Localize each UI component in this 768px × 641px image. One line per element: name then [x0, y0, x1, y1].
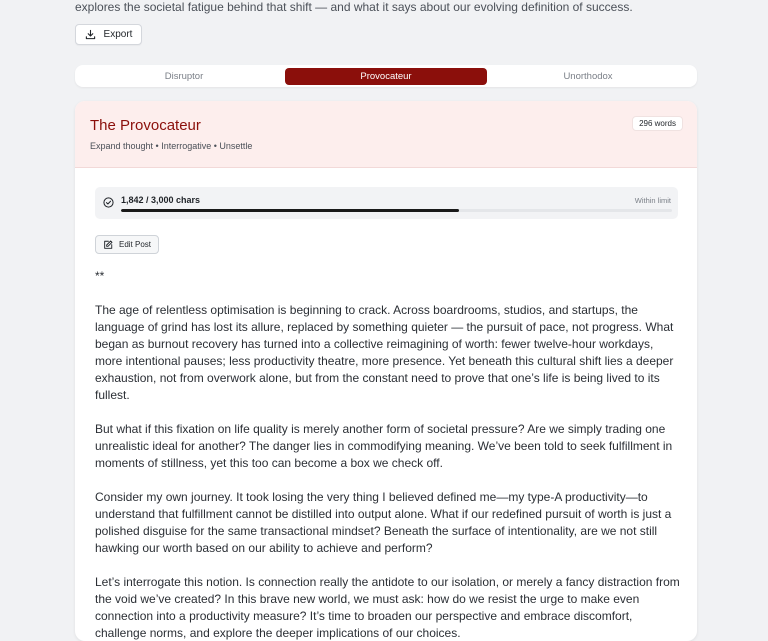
- tab-disruptor[interactable]: Disruptor: [164, 70, 204, 82]
- tab-unorthodox[interactable]: Unorthodox: [563, 70, 613, 82]
- word-count-badge: 296 words: [632, 116, 683, 131]
- tab-provocateur[interactable]: Provocateur: [285, 68, 487, 85]
- post-paragraph: Let’s interrogate this notion. Is connection really the antidote to our isolation, or merely a fancy distraction from the void we’ve created? In this brave new world, we must ask: how do we resist the urge to make even connection into a productivity measure? It’s time to broaden our perspective and embrace discomfort, challenge norms, and explore the deeper implications of our choices.: [95, 575, 680, 640]
- char-limit-meter: [95, 187, 678, 219]
- edit-post-label: Edit Post: [118, 240, 151, 249]
- check-circle-icon: [103, 197, 114, 208]
- export-button-label: Export: [103, 29, 133, 40]
- post-paragraph: But what if this fixation on life quality is merely another form of societal pressure? Are we simply trading one unrealistic ideal for another? The danger lies in commodifying meaning. We’ve been told to seek fulfillment in moments of stillness, yet this too can become a box we check off.: [95, 422, 673, 470]
- limit-status: Within limit: [634, 196, 671, 205]
- post-body: [95, 268, 680, 641]
- download-icon: [85, 29, 96, 40]
- char-count: 1,842 / 3,000 chars: [121, 195, 201, 205]
- markdown-marker: **: [95, 269, 105, 283]
- edit-post-button[interactable]: [95, 235, 159, 254]
- post-paragraph: Consider my own journey. It took losing the very thing I believed defined me—my type-A productivity—to understand that fulfillment cannot be distilled into output alone. What if our redefined pursuit of worth is just a polished disguise for the same transactional mindset? Beneath the surface of intentionality, are we not still hawking our worth based on our ability to achieve and perform?: [95, 490, 672, 555]
- intro-text: explores the societal fatigue behind that shift — and what it says about our evolving definition of success.: [75, 0, 633, 14]
- edit-icon: [103, 240, 113, 250]
- card-title: The Provocateur: [90, 117, 201, 134]
- char-progress-track: [121, 209, 672, 212]
- card-header: [75, 101, 697, 168]
- post-paragraph: The age of relentless optimisation is beginning to crack. Across boardrooms, studios, and startups, the language of grind has lost its allure, replaced by something quieter — the pursuit of pace, not progress. What began as burnout recovery has turned into a collective reimagining of worth: fewer twelve-hour workdays, more intentional pauses; less productivity theatre, more presence. Yet beneath this cultural shift lies a deeper exhaustion, not from overwork alone, but from the constant need to prove that one’s life is being lived to its fullest.: [95, 303, 674, 402]
- style-tabs: [75, 65, 697, 87]
- export-button[interactable]: [75, 24, 142, 45]
- card-subtitle: Expand thought • Interrogative • Unsettle: [90, 141, 253, 151]
- post-card: [75, 101, 697, 641]
- char-progress-fill: [121, 209, 459, 212]
